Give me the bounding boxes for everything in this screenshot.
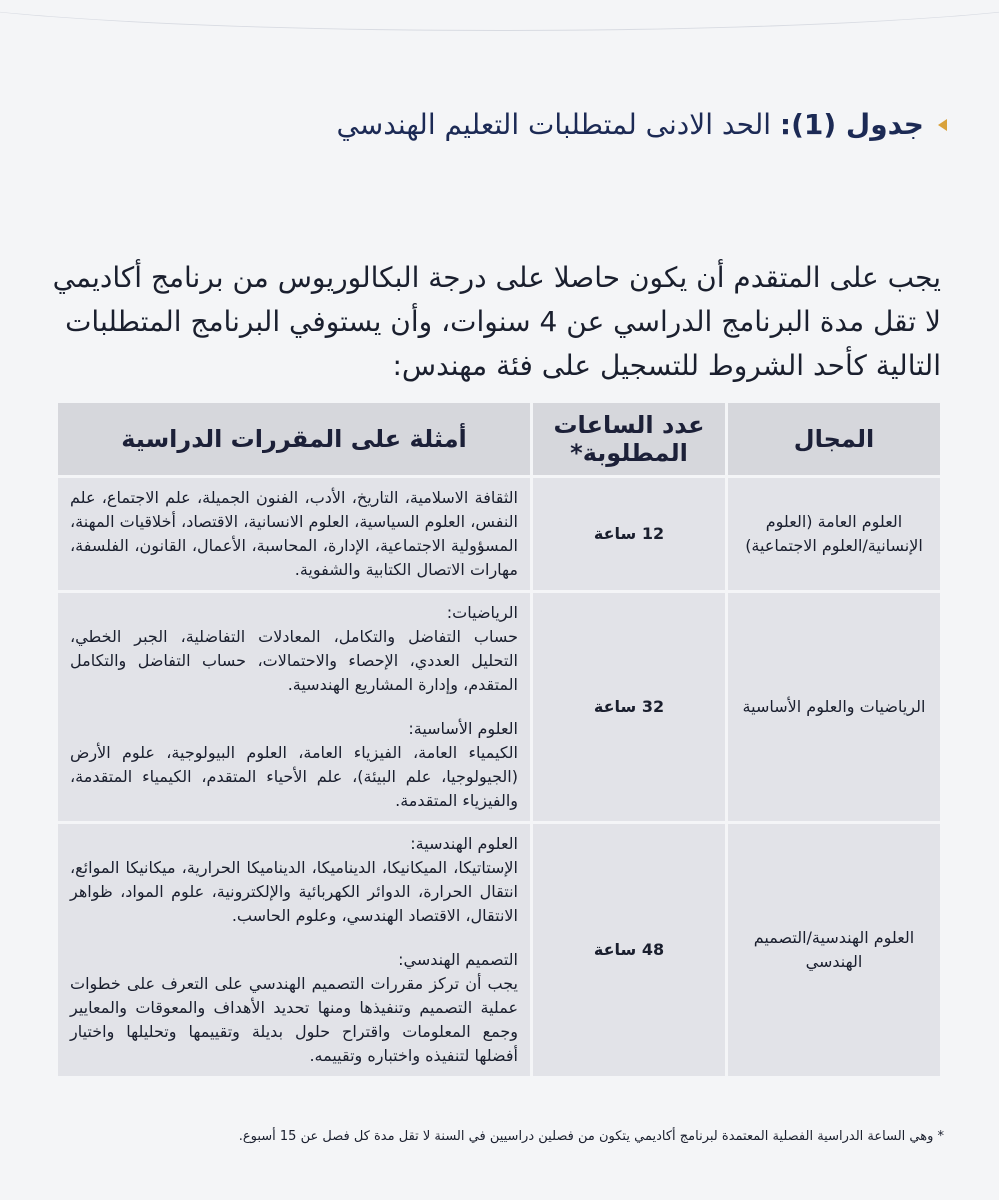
row-field: العلوم العامة (العلوم الإنسانية/العلوم الاجتماعية) [728,478,940,590]
subsection-text: يجب أن تركز مقررات التصميم الهندسي على التعرف على خطوات عملية التصميم وتنفيذها ومنها تحديد الأهداف والمعوقات والمعايير وجمع المعلومات واقتراح حلول بديلة وتقييمها وتحليلها واختيار أفضلها لتنفيذه واختباره وتقييمه. [70,974,518,1065]
intro-paragraph: يجب على المتقدم أن يكون حاصلا على درجة البكالوريوس من برنامج أكاديمي لا تقل مدة البرنامج الدراسي عن 4 سنوات، وأن يستوفي البرنامج المتطلبات التالية كأحد الشروط للتسجيل على فئة مهندس: [52,261,941,382]
row-examples [58,593,530,821]
row-examples: الثقافة الاسلامية، التاريخ، الأدب، الفنون الجميلة، علم الاجتماع، علم النفس، العلوم السياسية، العلوم الانسانية، الاقتصاد، أخلاقيات المهنة، المسؤولية الاجتماعية، الإدارة، المحاسبة، الأعمال، القانون، الفلسفة، مهارات الاتصال الكتابية والشفوية. [58,478,530,590]
subsection-text: الكيمياء العامة، الفيزياء العامة، العلوم البيولوجية، علوم الأرض (الجيولوجيا، علم البيئة)، علم الأحياء المتقدم، الكيمياء المتقدمة، والفيزياء المتقدمة. [70,743,518,810]
table-row [58,824,940,1076]
header-field: المجال [728,403,940,475]
row-field: العلوم الهندسية/التصميم الهندسي [728,824,940,1076]
table-row [58,593,940,821]
subsection-title: العلوم الهندسية: [410,834,518,853]
bullet-arrow-icon [938,119,947,131]
header-hours: عدد الساعات المطلوبة* [533,403,725,475]
table-number: جدول (1): [779,108,924,141]
decorative-top-arc [0,0,999,31]
table-row [58,478,940,590]
subsection-title: الرياضيات: [446,603,518,622]
row-hours: 48 ساعة [533,824,725,1076]
subsection-text: حساب التفاضل والتكامل، المعادلات التفاضلية، الجبر الخطي، التحليل العددي، الإحصاء والاحتمالات، حساب التفاضل والتكامل المتقدم، وإدارة المشاريع الهندسية. [70,627,518,694]
subsection-text: الإستاتيكا، الميكانيكا، الديناميكا، الديناميكا الحرارية، ميكانيكا الموائع، انتقال الحرارة، الدوائر الكهربائية والإلكترونية، علوم المواد، ظواهر الانتقال، الاقتصاد الهندسي، وعلوم الحاسب. [70,858,518,925]
row-hours: 12 ساعة [533,478,725,590]
row-field: الرياضيات والعلوم الأساسية [728,593,940,821]
section-heading [336,108,947,141]
subsection-title: التصميم الهندسي: [398,950,518,969]
heading-text [336,108,924,141]
requirements-table [55,400,943,1079]
table-title: الحد الادنى لمتطلبات التعليم الهندسي [336,108,771,141]
row-examples [58,824,530,1076]
subsection-title: العلوم الأساسية: [408,719,518,738]
footnote: * وهي الساعة الدراسية الفصلية المعتمدة لبرنامج أكاديمي يتكون من فصلين دراسيين في السنة لا تقل مدة كل فصل عن 15 أسبوع. [238,1129,944,1144]
row-hours: 32 ساعة [533,593,725,821]
table-header-row [58,403,940,475]
header-examples: أمثلة على المقررات الدراسية [58,403,530,475]
